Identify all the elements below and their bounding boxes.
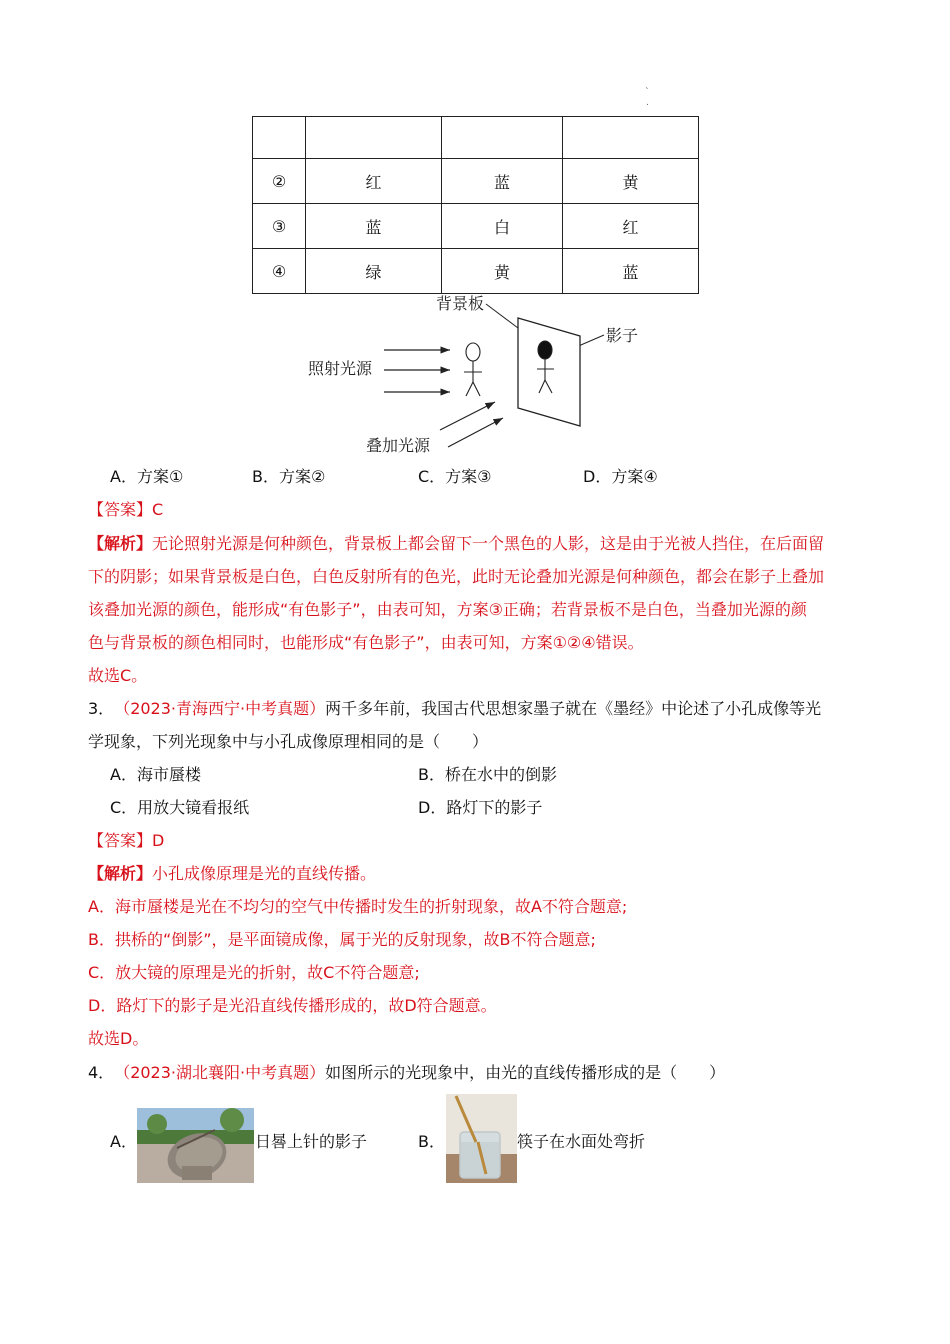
chopstick-photo bbox=[446, 1094, 517, 1183]
table-cell: 蓝 bbox=[306, 204, 442, 249]
table-cell: 白 bbox=[442, 204, 563, 249]
q2-option-b[interactable]: B．方案② bbox=[252, 467, 326, 486]
label-backboard: 背景板 bbox=[436, 294, 485, 313]
q3-conclusion: 故选D。 bbox=[88, 1029, 149, 1048]
table-row bbox=[253, 249, 699, 294]
q3-analysis-a: A．海市蜃楼是光在不均匀的空气中传播时发生的折射现象，故A不符合题意; bbox=[88, 897, 628, 916]
q3-analysis-d: D．路灯下的影子是光沿直线传播形成的，故D符合题意。 bbox=[88, 996, 497, 1015]
row-label: ④ bbox=[253, 249, 306, 294]
corner-mark-top: ˎ bbox=[645, 80, 650, 90]
figure-svg bbox=[300, 290, 660, 460]
question-number: 4． bbox=[88, 1063, 115, 1082]
analysis-label: 【解析】 bbox=[88, 534, 153, 553]
q2-conclusion: 故选C。 bbox=[88, 666, 148, 685]
table-header-cell bbox=[253, 117, 306, 159]
analysis-text: 小孔成像原理是光的直线传播。 bbox=[152, 864, 377, 883]
q3-analysis-b: B．拱桥的“倒影”，是平面镜成像，属于光的反射现象，故B不符合题意; bbox=[88, 930, 596, 949]
q3-option-a[interactable]: A．海市蜃楼 bbox=[110, 765, 201, 784]
table-header-cell bbox=[563, 117, 699, 159]
q4-option-b-text[interactable]: 筷子在水面处弯折 bbox=[517, 1132, 646, 1151]
table-row bbox=[253, 204, 699, 249]
chopstick-image bbox=[446, 1094, 517, 1183]
q3-stem-line1 bbox=[88, 699, 821, 719]
q2-analysis bbox=[88, 527, 868, 659]
sundial-photo bbox=[137, 1108, 254, 1183]
q3-option-d[interactable]: D．路灯下的影子 bbox=[418, 798, 543, 817]
q2-option-d[interactable]: D．方案④ bbox=[583, 467, 658, 486]
table-header-row bbox=[253, 117, 699, 159]
analysis-line: 该叠加光源的颜色，能形成“有色影子”，由表可知，方案③正确；若背景板不是白色，当叠加光源的颜 bbox=[88, 600, 807, 619]
table-cell: 黄 bbox=[563, 159, 699, 204]
q3-analysis-intro bbox=[88, 864, 376, 884]
q3-option-c[interactable]: C．用放大镜看报纸 bbox=[110, 798, 250, 817]
analysis-text: 无论照射光源是何种颜色，背景板上都会留下一个黑色的人影，这是由于光被人挡住，在后面留 bbox=[152, 534, 825, 553]
question-text: 如图所示的光现象中，由光的直线传播形成的是（ ） bbox=[325, 1063, 726, 1082]
q4-option-b-letter[interactable]: B． bbox=[418, 1132, 445, 1151]
analysis-line: 下的阴影；如果背景板是白色，白色反射所有的色光，此时无论叠加光源是何种颜色，都会在影子上叠加 bbox=[88, 567, 825, 586]
question-number: 3． bbox=[88, 699, 115, 718]
q2-option-c[interactable]: C．方案③ bbox=[418, 467, 492, 486]
q3-option-b[interactable]: B．桥在水中的倒影 bbox=[418, 765, 557, 784]
q4-stem bbox=[88, 1063, 725, 1083]
analysis-line bbox=[88, 527, 868, 560]
question-text: 两千多年前，我国古代思想家墨子就在《墨经》中论述了小孔成像等光 bbox=[325, 699, 822, 718]
question-source: （2023·湖北襄阳·中考真题） bbox=[122, 1063, 326, 1082]
table-cell: 蓝 bbox=[442, 159, 563, 204]
backboard-panel bbox=[518, 318, 580, 426]
analysis-line: 色与背景板的颜色相同时，也能形成“有色影子”，由表可知，方案①②④错误。 bbox=[88, 633, 644, 652]
q4-option-a-letter[interactable]: A． bbox=[110, 1132, 137, 1151]
scheme-table bbox=[252, 116, 699, 294]
table-row bbox=[253, 159, 699, 204]
table-cell: 绿 bbox=[306, 249, 442, 294]
q3-stem-line2: 学现象，下列光现象中与小孔成像原理相同的是（ ） bbox=[88, 732, 489, 751]
corner-mark-bottom: . bbox=[646, 98, 649, 108]
row-label: ③ bbox=[253, 204, 306, 249]
q2-option-a[interactable]: A．方案① bbox=[110, 467, 184, 486]
table-cell: 黄 bbox=[442, 249, 563, 294]
label-overlay-source: 叠加光源 bbox=[366, 436, 431, 455]
q2-answer: 【答案】C bbox=[88, 500, 164, 519]
overlay-ray bbox=[440, 402, 495, 430]
table-cell: 红 bbox=[563, 204, 699, 249]
table-cell: 蓝 bbox=[563, 249, 699, 294]
q4-option-a-text[interactable]: 日晷上针的影子 bbox=[255, 1132, 368, 1151]
q3-analysis-c: C．放大镜的原理是光的折射，故C不符合题意; bbox=[88, 963, 420, 982]
person-figure bbox=[464, 343, 482, 396]
backboard-leader bbox=[486, 304, 518, 328]
shadow-experiment-figure bbox=[300, 290, 660, 460]
table-header-cell bbox=[442, 117, 563, 159]
label-light-source: 照射光源 bbox=[308, 359, 373, 378]
label-shadow: 影子 bbox=[606, 326, 639, 345]
q3-answer: 【答案】D bbox=[88, 831, 165, 850]
sundial-image bbox=[137, 1108, 254, 1183]
table-cell: 红 bbox=[306, 159, 442, 204]
table-header-cell bbox=[306, 117, 442, 159]
analysis-label: 【解析】 bbox=[88, 864, 153, 883]
row-label: ② bbox=[253, 159, 306, 204]
question-source: （2023·青海西宁·中考真题） bbox=[122, 699, 326, 718]
